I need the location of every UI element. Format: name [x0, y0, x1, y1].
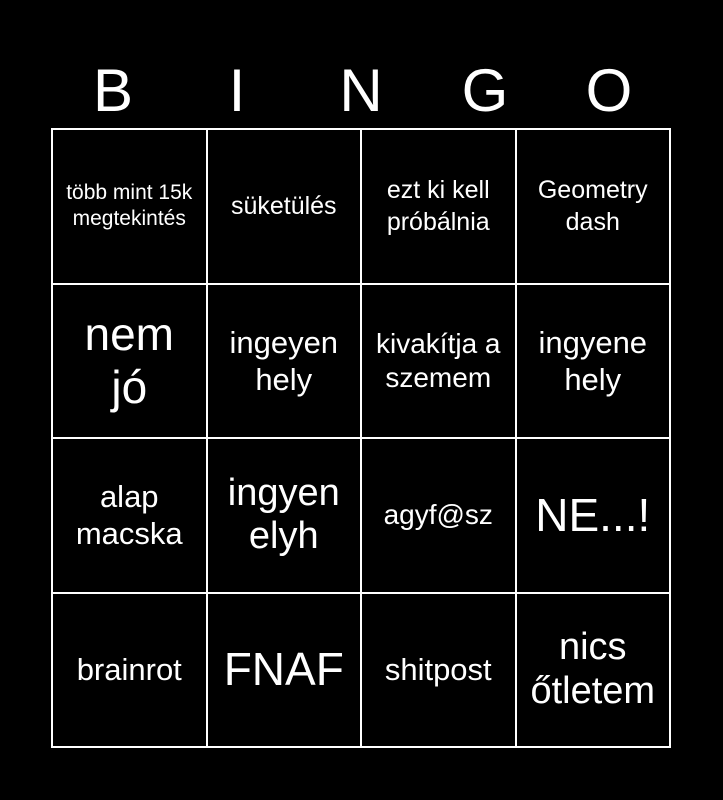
bingo-cell-r2c1[interactable] [52, 284, 207, 439]
bingo-cell-r1c1[interactable] [52, 129, 207, 284]
bingo-cell-r4c3[interactable] [361, 593, 516, 748]
cell-label: ingyene hely [538, 324, 648, 397]
header-letter-o: O [585, 57, 633, 124]
cell-label: ezt ki kell próbálnia [386, 176, 490, 237]
header-letter-n: N [339, 57, 383, 124]
bingo-cell-r3c3[interactable] [361, 438, 516, 593]
cell-label: kivakítja a szemem [376, 328, 501, 393]
cell-label: ingyen elyh [227, 471, 340, 558]
cell-label: Geometry dash [537, 176, 648, 237]
header-letter-i: I [228, 57, 246, 124]
header-letter-g: G [461, 57, 509, 124]
cell-label: brainrot [76, 652, 182, 688]
bingo-cell-r4c2[interactable] [207, 593, 362, 748]
bingo-cell-r3c2[interactable] [207, 438, 362, 593]
cell-label: több mint 15k megtekintés [66, 181, 193, 231]
bingo-board [51, 128, 671, 748]
header-letter-b: B [92, 57, 134, 124]
cell-label: agyf@sz [383, 499, 493, 531]
bingo-cell-r2c2[interactable] [207, 284, 362, 439]
cell-label: nem jó [84, 307, 174, 413]
bingo-cell-r1c2[interactable] [207, 129, 362, 284]
cell-label: alap macska [75, 479, 183, 552]
bingo-cell-r1c4[interactable] [516, 129, 671, 284]
cell-label: ingeyen hely [229, 324, 339, 397]
bingo-cell-r3c4[interactable] [516, 438, 671, 593]
bingo-cell-r4c4[interactable] [516, 593, 671, 748]
bingo-cell-r2c4[interactable] [516, 284, 671, 439]
bingo-cell-r1c3[interactable] [361, 129, 516, 284]
cell-label: FNAF [223, 643, 344, 696]
cell-label: shitpost [384, 652, 492, 688]
cell-label: NE...! [535, 488, 651, 541]
cell-label: süketülés [230, 192, 337, 221]
cell-label: nics őtletem [530, 626, 656, 712]
bingo-cell-r3c1[interactable] [52, 438, 207, 593]
bingo-cell-r2c3[interactable] [361, 284, 516, 439]
bingo-header [51, 55, 671, 127]
bingo-cell-r4c1[interactable] [52, 593, 207, 748]
